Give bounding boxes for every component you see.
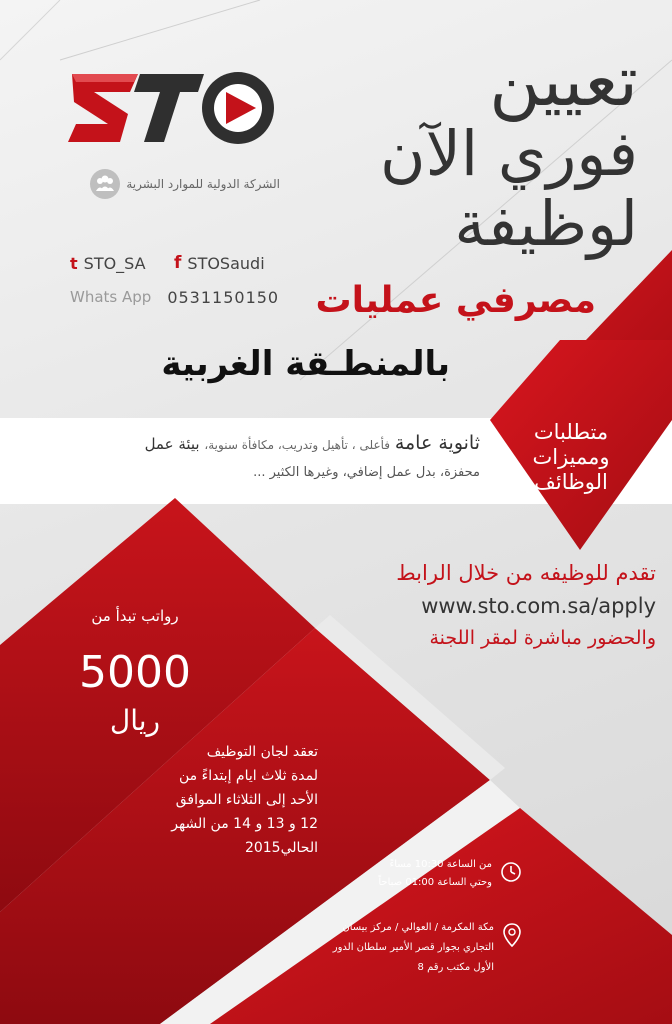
location-line-3: الأول مكتب رقم 8 xyxy=(417,962,494,973)
twitter-icon: t xyxy=(70,253,78,273)
sto-logo-mark xyxy=(68,62,278,152)
committees-line-5: الحالي2015 xyxy=(244,840,318,856)
schedule xyxy=(352,856,522,892)
apply-line-1: تقدم للوظيفه من خلال الرابط xyxy=(396,561,656,585)
headline xyxy=(308,40,638,260)
requirements-title-line-1: متطلبات xyxy=(533,420,609,444)
location-line-1: مكة المكرمة / العوالي / مركز بيسان xyxy=(342,922,494,933)
committees-line-2: لمدة ثلاث ايام إبتداءً من xyxy=(179,768,318,784)
apply-line-3: والحضور مباشرة لمقر اللجنة xyxy=(429,627,656,649)
job-title: مصرفي عمليات xyxy=(315,280,596,321)
location xyxy=(300,918,522,978)
schedule-line-2: وحتي الساعة 01:00 صباحاً xyxy=(378,877,492,888)
facebook-icon: f xyxy=(174,253,182,273)
committees-line-3: الأحد إلى الثلاثاء الموافق xyxy=(175,792,318,808)
whatsapp-label: Whats App xyxy=(70,288,152,306)
apply-url[interactable]: www.sto.com.sa/apply xyxy=(421,594,656,618)
salary xyxy=(60,602,210,740)
twitter-handle: STO_SA xyxy=(83,253,146,273)
whatsapp-number: 0531150150 xyxy=(167,287,280,307)
requirements-title-line-3: الوظائف xyxy=(534,470,608,494)
requirements-rest: فأعلى ، تأهيل وتدريب، مكافأة سنوية، xyxy=(204,438,391,452)
committees xyxy=(148,740,318,860)
requirements-title-line-2: ومميزات xyxy=(532,445,610,469)
committees-line-4: 12 و 13 و 14 من الشهر xyxy=(171,816,318,832)
headline-line-2: فوري الآن xyxy=(380,117,638,190)
location-pin-icon xyxy=(502,922,522,952)
region: بالمنطـقة الغربية xyxy=(161,344,450,384)
salary-label: رواتب تبدأ من xyxy=(91,607,179,625)
clock-icon xyxy=(500,861,522,887)
requirements-title xyxy=(516,420,626,495)
company-name-row xyxy=(60,166,280,202)
salary-amount: 5000 xyxy=(79,647,191,698)
requirements-end: بيئة عمل xyxy=(144,435,200,453)
requirements-line-1 xyxy=(60,428,480,460)
requirements-bold: ثانوية عامة xyxy=(394,432,480,454)
whatsapp-contact[interactable] xyxy=(70,286,279,308)
twitter-contact[interactable] xyxy=(70,252,146,274)
committees-line-1: تعقد لجان التوظيف xyxy=(206,744,318,760)
people-icon xyxy=(90,169,120,199)
facebook-handle: STOSaudi xyxy=(187,253,265,273)
logo xyxy=(68,62,278,152)
company-name: الشركة الدولية للموارد البشرية xyxy=(126,177,280,191)
location-line-2: التجاري بجوار قصر الأمير سلطان الدور xyxy=(332,942,494,953)
requirements-text xyxy=(60,428,480,486)
requirements-line-2: محفزة، بدل عمل إضافي، وغيرها الكثير ... xyxy=(253,465,480,480)
headline-line-3: لوظيفة xyxy=(454,187,638,260)
schedule-line-1: من الساعة 10:30 مساءً xyxy=(389,859,492,870)
apply-section xyxy=(296,556,656,654)
headline-line-1: تعيين xyxy=(489,40,638,122)
salary-currency: ريال xyxy=(109,704,161,737)
facebook-contact[interactable] xyxy=(174,252,265,274)
